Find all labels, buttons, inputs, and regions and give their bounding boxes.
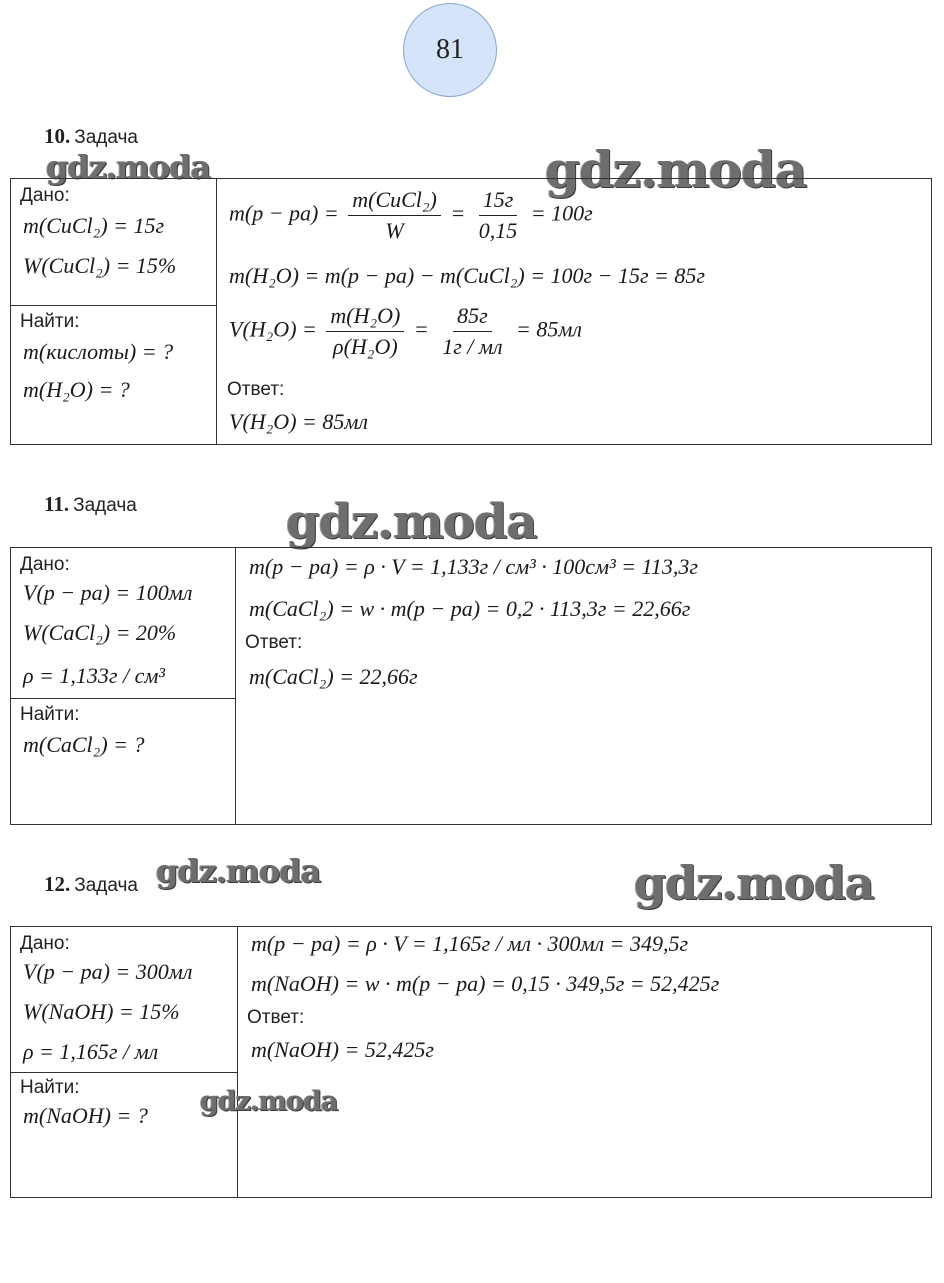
- answer-label: Ответ:: [247, 1007, 305, 1028]
- watermark: gdz.moda: [286, 494, 537, 550]
- find-item: m(кислоты) = ?: [23, 339, 174, 364]
- find-item: m(CaCl₂) = ?: [23, 732, 145, 757]
- find-label: Найти:: [20, 704, 80, 725]
- given-item: V(p − pa) = 100мл: [23, 580, 193, 605]
- find-item: m(H₂O) = ?: [23, 377, 130, 402]
- answer-value: V(H₂O) = 85мл: [229, 409, 368, 434]
- solution-line: m(NaOH) = w · m(p − pa) = 0,15 · 349,5г = 52,425г: [251, 971, 720, 996]
- task-11-table: [10, 547, 932, 825]
- task-12-table: [10, 926, 932, 1198]
- given-item: W(CaCl₂) = 20%: [23, 620, 177, 645]
- given-find-divider: [11, 698, 235, 699]
- formula-solution-mass: m(p − pa) = $\frac{\text{m(CuCl₂)}}{W}$ = $\frac{15г}{0,15}$ = 100г: [229, 187, 593, 243]
- given-item: ρ = 1,133г / см³: [23, 663, 166, 688]
- task-12-title: [44, 872, 138, 897]
- find-label: Найти:: [20, 1077, 80, 1098]
- given-column: [11, 927, 238, 1197]
- solution-line: m(p − pa) = ρ · V = 1,133г / см³ · 100см³ = 113,3г: [249, 554, 698, 579]
- watermark: gdz.moda: [46, 148, 211, 186]
- given-item: ρ = 1,165г / мл: [23, 1039, 159, 1064]
- formula-water-volume: V(H₂O) = $\frac{\text{m(H₂O)}}{\text{ρ(H₂O)}}$ = $\frac{85г}{1г / мл}$ = 85мл: [229, 303, 583, 359]
- task-10-table: [10, 178, 932, 445]
- given-label: Дано:: [20, 933, 70, 954]
- task-label: Задача: [74, 127, 138, 148]
- given-column: [11, 179, 217, 444]
- given-label: Дано:: [20, 185, 70, 206]
- task-label: Задача: [73, 495, 137, 516]
- task-number: 12.: [44, 872, 71, 896]
- given-item: m(CuCl₂) = 15г: [23, 213, 165, 238]
- given-find-divider: [11, 1072, 237, 1073]
- watermark: gdz.moda: [634, 856, 874, 910]
- answer-label: Ответ:: [227, 379, 285, 400]
- watermark: gdz.moda: [545, 140, 807, 199]
- formula-water-mass: m(H₂O) = m(p − pa) − m(CuCl₂) = 100г − 15г = 85г: [229, 263, 705, 288]
- given-find-divider: [11, 305, 216, 306]
- watermark: gdz.moda: [156, 852, 321, 890]
- task-number: 11.: [44, 492, 70, 516]
- find-item: m(NaOH) = ?: [23, 1103, 148, 1128]
- find-label: Найти:: [20, 311, 80, 332]
- task-11-title: [44, 492, 137, 517]
- given-label: Дано:: [20, 554, 70, 575]
- task-number: 10.: [44, 124, 71, 148]
- given-column: [11, 548, 236, 824]
- solution-line: m(p − pa) = ρ · V = 1,165г / мл · 300мл = 349,5г: [251, 931, 689, 956]
- answer-label: Ответ:: [245, 632, 303, 653]
- page-number: 81: [403, 3, 497, 97]
- solution-line: m(CaCl₂) = w · m(p − pa) = 0,2 · 113,3г = 22,66г: [249, 596, 691, 621]
- given-item: W(CuCl₂) = 15%: [23, 253, 177, 278]
- given-item: W(NaOH) = 15%: [23, 999, 180, 1024]
- answer-value: m(NaOH) = 52,425г: [251, 1037, 434, 1062]
- answer-value: m(CaCl₂) = 22,66г: [249, 664, 418, 689]
- task-10-title: [44, 124, 138, 149]
- watermark: gdz.moda: [200, 1086, 338, 1117]
- task-label: Задача: [74, 875, 138, 896]
- given-item: V(p − pa) = 300мл: [23, 959, 193, 984]
